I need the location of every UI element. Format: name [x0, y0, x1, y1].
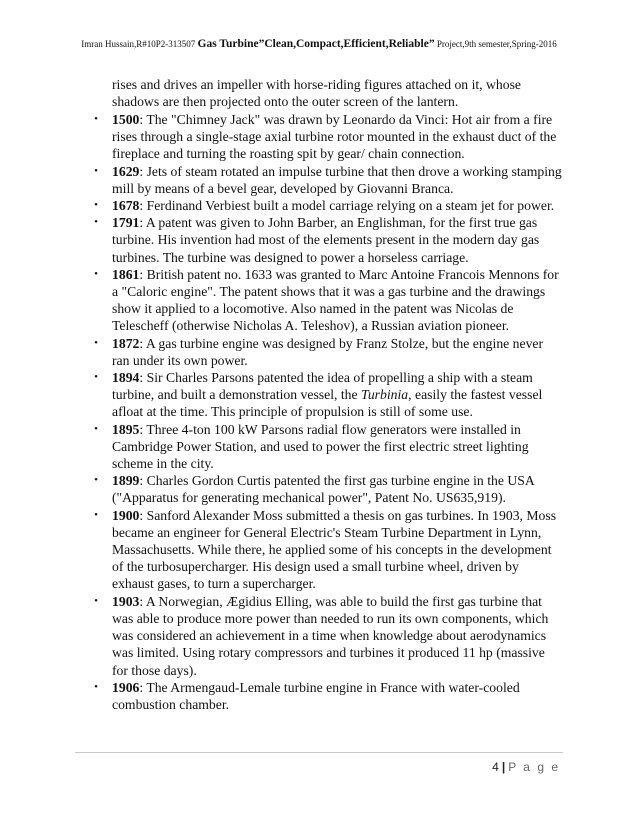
timeline-item-1899: [0, 472, 562, 506]
bullet-icon: •: [94, 216, 98, 229]
item-text-continued: , easily the fastest vessel afloat at the time. This principle of propulsion is still of some use.: [112, 387, 543, 420]
timeline-item-1903: [0, 593, 562, 679]
bullet-icon: •: [94, 164, 98, 177]
item-text: : Sanford Alexander Moss submitted a thesis on gas turbines. In 1903, Moss became an engineer for General Electric's Steam Turbine Department in Lynn, Massachusetts. While there, he applied some of his concepts in the development of the turbosupercharger. His design used a small turbine wheel, driven by exhaust gases, to turn a supercharger.: [112, 507, 557, 592]
item-text: : Ferdinand Verbiest built a model carriage relying on a steam jet for power.: [139, 198, 555, 214]
item-year: 1500: [112, 112, 140, 127]
timeline-item-1500: [0, 111, 562, 163]
item-year: 1678: [112, 198, 140, 214]
timeline-item-1861: [0, 266, 562, 335]
bullet-icon: •: [94, 474, 98, 487]
bullet-icon: •: [94, 199, 98, 212]
item-text: : Charles Gordon Curtis patented the first gas turbine engine in the USA ("Apparatus for generating mechanical power", Patent No. US635,919).: [112, 473, 534, 506]
item-text: : A patent was given to John Barber, an Englishman, for the first true gas turbine. His invention had most of the elements present in the modern day gas turbines. The turbine was designed to power a horseless carriage.: [112, 215, 540, 265]
bullet-icon: •: [94, 371, 98, 384]
item-text: : The "Chimney Jack" was drawn by Leonardo da Vinci: Hot air from a fire rises through a single-stage axial turbine rotor mounted in the exhaust duct of the fireplace and turning the roasting spit by gear/ chain connection.: [112, 112, 557, 162]
item-year: 1861: [112, 266, 140, 282]
page-footer: [492, 760, 560, 774]
history-timeline-list: [0, 111, 638, 713]
timeline-item-1872: [0, 335, 562, 369]
item-text: : Sir Charles Parsons patented the idea of propelling a ship with a steam turbine, and built a demonstration vessel, the: [112, 370, 533, 403]
item-year: 1894: [112, 370, 140, 386]
item-text: : British patent no. 1633 was granted to Marc Antoine Francois Mennons for a "Caloric engine". The patent shows that it was a gas turbine and the drawings show it applied to a locomotive. Also named in the patent was Nicolas de Telescheff (otherwise Nicholas A. Teleshov), a Russian aviation pioneer.: [112, 266, 559, 334]
item-year: 1791: [112, 215, 140, 231]
timeline-item-1791: [0, 214, 562, 266]
bullet-icon: •: [94, 422, 98, 435]
item-year: 1872: [112, 335, 140, 351]
item-year: 1900: [112, 507, 140, 523]
item-year: 1903: [112, 593, 140, 609]
bullet-icon: •: [94, 336, 98, 349]
item-text: : A gas turbine engine was designed by Franz Stolze, but the engine never ran under its own power.: [112, 335, 544, 368]
timeline-item-1678: [0, 197, 562, 214]
item-year: 1899: [112, 473, 140, 489]
bullet-icon: •: [94, 594, 98, 607]
item-text: : A Norwegian, Ægidius Elling, was able to build the first gas turbine that was able to produce more power than needed to run its own components, which was considered an achievement in a time when knowledge about aerodynamics was limited. Using rotary compressors and turbines it produced 11 hp (massive for those days).: [112, 593, 549, 678]
item-year: 1906: [112, 679, 140, 695]
page-label: P a g e: [508, 760, 560, 774]
header-project: Project,9th semester,Spring-2016: [436, 39, 557, 49]
intro-paragraph: rises and drives an impeller with horse-riding figures attached on it, whose shadows are then projected onto the outer screen of the lantern.: [112, 77, 521, 110]
timeline-item-1900: [0, 507, 562, 593]
ship-name: Turbinia: [360, 387, 409, 403]
item-year: 1629: [112, 163, 140, 179]
footer-separator: |: [501, 760, 506, 774]
header-title: Gas Turbine”Clean,Compact,Efficient,Reliable”: [197, 38, 435, 50]
page-header: [0, 38, 638, 50]
timeline-item-1906: [0, 679, 562, 713]
bullet-icon: •: [94, 680, 98, 693]
timeline-item-1629: [0, 163, 562, 197]
timeline-item-1895: [0, 421, 562, 473]
bullet-icon: •: [94, 113, 98, 125]
item-text: : Three 4-ton 100 kW Parsons radial flow generators were installed in Cambridge Power Station, and used to power the first electric street lighting scheme in the city.: [112, 421, 529, 472]
item-text: : Jets of steam rotated an impulse turbine that then drove a working stamping mill by means of a bevel gear, developed by Giovanni Branca.: [112, 163, 562, 196]
bullet-icon: •: [94, 508, 98, 521]
item-year: 1895: [112, 421, 140, 437]
bullet-icon: •: [94, 267, 98, 280]
header-author: Imran Hussain,R#10P2-313507: [81, 39, 196, 49]
page-number: 4: [492, 760, 499, 774]
item-text: : The Armengaud-Lemale turbine engine in France with water-cooled combustion chamber.: [112, 679, 520, 712]
footer-divider: [75, 752, 563, 753]
timeline-item-1894: [0, 369, 562, 421]
